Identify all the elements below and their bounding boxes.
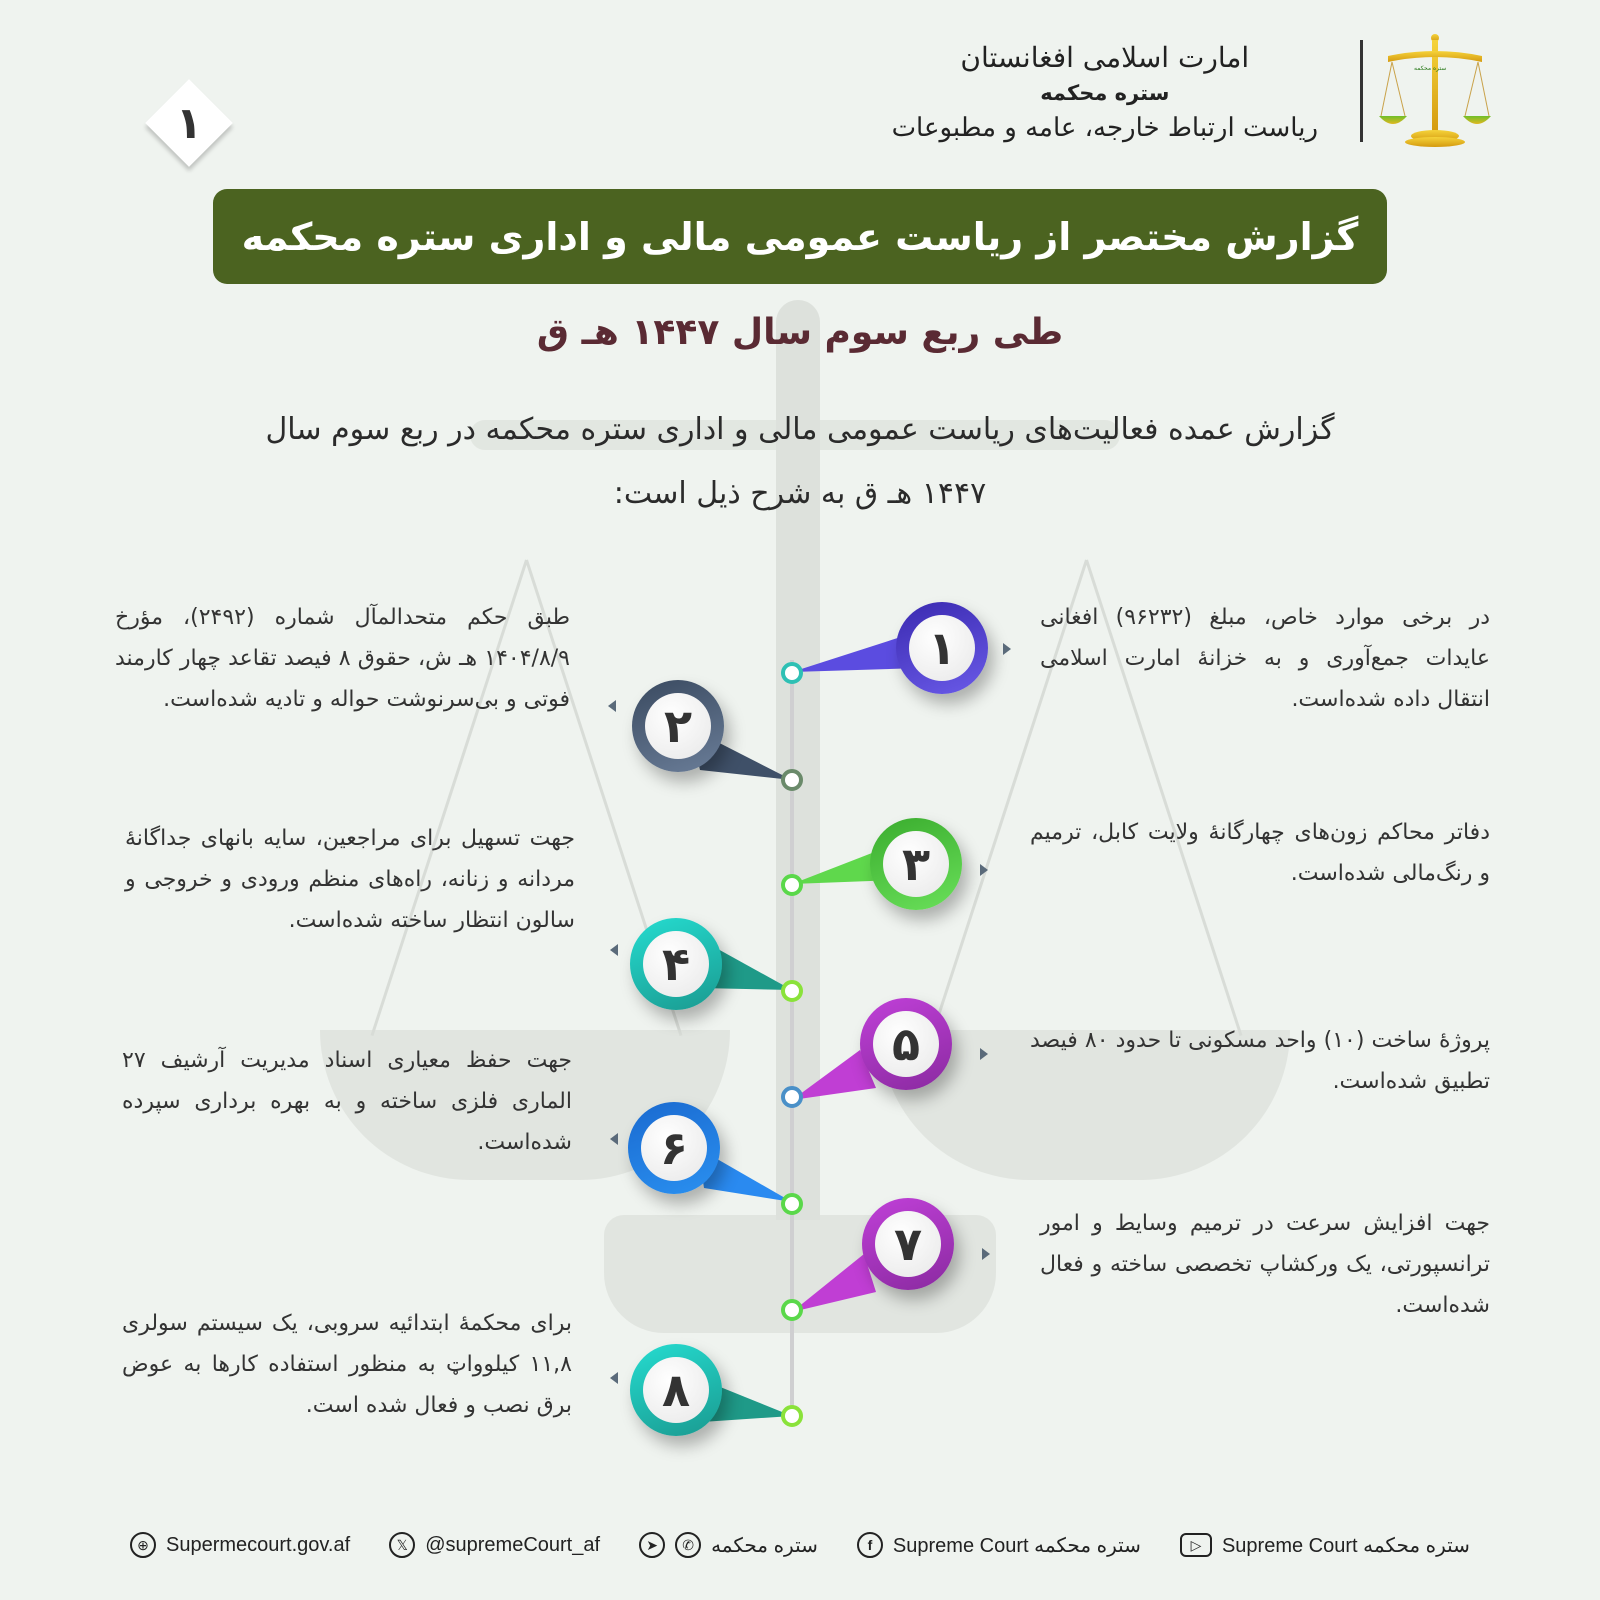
- x-icon: 𝕏: [389, 1532, 415, 1558]
- item-text: پروژهٔ ساخت (۱۰) واحد مسکونی تا حدود ۸۰ فیصد تطبیق شده‌است.: [1030, 1028, 1490, 1094]
- header-logo-text: [892, 38, 1318, 148]
- svg-text:ستره محکمه: ستره محکمه: [1414, 65, 1447, 72]
- timeline-node: [781, 1193, 803, 1215]
- logo-line-emirate: امارت اسلامی افغانستان: [960, 41, 1250, 74]
- title-banner: گزارش مختصر از ریاست عمومی مالی و اداری ستره محکمه: [213, 189, 1387, 284]
- timeline-node: [781, 874, 803, 896]
- facebook-icon: f: [857, 1532, 883, 1558]
- subtitle: طی ربع سوم سال ۱۴۴۷ هـ ق: [536, 312, 1064, 353]
- number-pin: ۶: [628, 1102, 720, 1194]
- intro-paragraph: گزارش عمده فعالیت‌های ریاست عمومی مالی و اداری ستره محکمه در ربع سوم سال ۱۴۴۷ هـ ق به شرح ذیل است:: [265, 412, 1335, 511]
- item-text: برای محکمهٔ ابتدائیه سروبی، یک سیستم سولری ۱۱,۸ کیلوواټ به منظور استفاده کارها به عوض برق نصب و فعال شده است.: [122, 1311, 572, 1418]
- item-text: دفاتر محاکم زون‌های چهارگانهٔ ولایت کابل، ترمیم و رنگ‌مالی شده‌است.: [1030, 820, 1490, 886]
- telegram-icon: ➤: [639, 1532, 665, 1558]
- youtube-icon: ▷: [1180, 1533, 1212, 1557]
- arrow-right-icon: [980, 1048, 988, 1060]
- timeline-node: [781, 980, 803, 1002]
- arrow-right-icon: [982, 1248, 990, 1260]
- number-pin: ۱: [896, 602, 988, 694]
- item-text: جهت تسهیل برای مراجعین، سایه بانهای جداگانهٔ مردانه و زنانه، راه‌های منظم ورودی و خروجی و سالون انتظار ساخته شده‌است.: [125, 826, 575, 933]
- globe-icon: ⊕: [130, 1532, 156, 1558]
- number-pin: ۴: [630, 918, 722, 1010]
- header-divider: [1360, 40, 1363, 142]
- item-text: طبق حکم متحدالمآل شماره (۲۴۹۲)، مؤرخ ۱۴۰۴/۸/۹ هـ ش، حقوق ۸ فیصد تقاعد چهار کارمند فوتی و بی‌سرنوشت حواله و تادیه شده‌است.: [115, 605, 570, 712]
- timeline-node: [781, 662, 803, 684]
- item-text: جهت حفظ معیاری اسناد مدیریت آرشیف ۲۷ الماری فلزی ساخته و به بهره برداری سپرده شده‌است.: [122, 1048, 572, 1155]
- number-pin: ۳: [870, 818, 962, 910]
- youtube-link[interactable]: ▷ Supreme Court ستره محکمه: [1180, 1533, 1470, 1558]
- x-link[interactable]: 𝕏 @supremeCourt_af: [389, 1532, 600, 1558]
- whatsapp-icon: ✆: [675, 1532, 701, 1558]
- number-pin: ۸: [630, 1344, 722, 1436]
- facebook-link[interactable]: f Supreme Court ستره محکمه: [857, 1532, 1141, 1558]
- scales-of-justice-icon: [1378, 32, 1492, 148]
- page-number: ۱: [175, 97, 203, 149]
- arrow-right-icon: [980, 864, 988, 876]
- website-link[interactable]: ⊕ Supermecourt.gov.af: [130, 1532, 350, 1558]
- arrow-left-icon: [608, 700, 616, 712]
- number-pin: ۷: [862, 1198, 954, 1290]
- number-pin: ۵: [860, 998, 952, 1090]
- footer-social-links: [130, 1532, 1470, 1558]
- item-text: در برخی موارد خاص، مبلغ (۹۶۲۳۲) افغانی عایدات جمع‌آوری و به خزانهٔ امارت اسلامی انتقال داده شده‌است.: [1040, 605, 1490, 712]
- arrow-left-icon: [610, 1372, 618, 1384]
- arrow-left-icon: [610, 944, 618, 956]
- item-text: جهت افزایش سرعت در ترمیم وسایط و امور ترانسپورتی، یک ورکشاپ تخصصی ساخته و فعال شده‌است.: [1040, 1211, 1490, 1318]
- logo-line-court: ستره محکمه: [1040, 81, 1170, 105]
- number-pin: ۲: [632, 680, 724, 772]
- arrow-right-icon: [1003, 643, 1011, 655]
- telegram-whatsapp-link[interactable]: ➤ ✆ ستره محکمه: [639, 1532, 818, 1558]
- timeline-node: [781, 1405, 803, 1427]
- timeline-node: [781, 1086, 803, 1108]
- timeline-node: [781, 769, 803, 791]
- arrow-left-icon: [610, 1133, 618, 1145]
- timeline-node: [781, 1299, 803, 1321]
- logo-line-department: ریاست ارتباط خارجه، عامه و مطبوعات: [891, 113, 1318, 143]
